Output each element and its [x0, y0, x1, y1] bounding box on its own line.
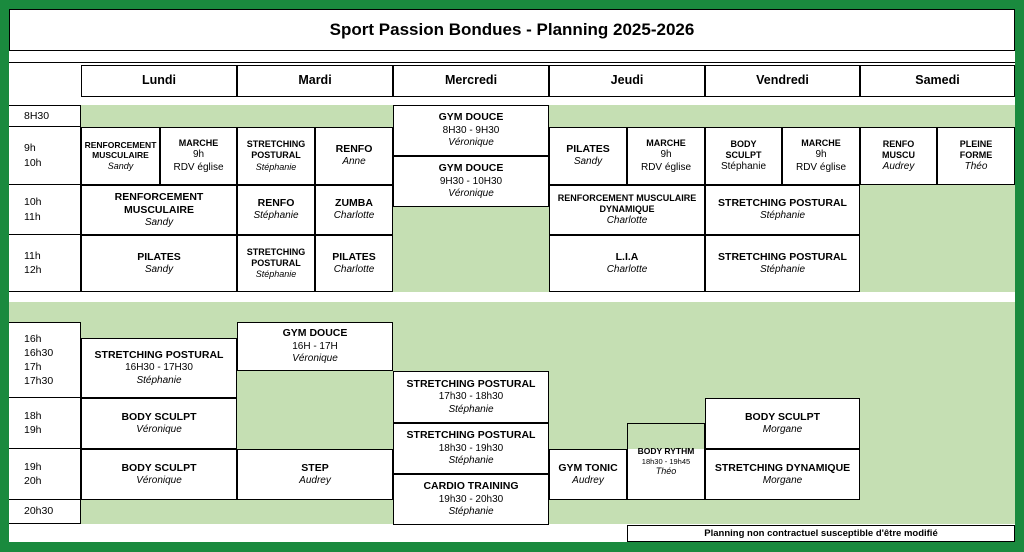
empty-slot [237, 371, 393, 449]
class-name: STRETCHING POSTURAL [406, 429, 536, 442]
class-pleine-forme [937, 127, 1015, 185]
coach-name: Véronique [136, 474, 182, 486]
coach-name: Audrey [572, 474, 604, 486]
class-name: STEP [301, 461, 329, 474]
class-body-sculpt [705, 127, 782, 185]
coach-name: Stéphanie [253, 210, 299, 222]
coach-name: Charlotte [606, 263, 648, 275]
class-name: PILATES [137, 250, 181, 263]
class-renfo-muscu [860, 127, 937, 185]
coach-name: Sandy [573, 156, 603, 168]
class-name: RENFORCEMENT MUSCULAIRE DYNAMIQUE [557, 192, 697, 214]
class-name: RENFORCEMENT MUSCULAIRE [84, 139, 157, 161]
break-row [9, 302, 1015, 322]
schedule-sheet [9, 9, 1015, 542]
class-body-rythm [627, 423, 705, 500]
empty-slot [549, 500, 1015, 524]
class-name: PILATES [332, 250, 376, 263]
class-name: BODY SCULPT [725, 138, 762, 160]
coach-name: Charlotte [606, 215, 648, 226]
class-name: MARCHE [178, 137, 219, 148]
class-gym-douce [237, 322, 393, 371]
class-time: 16H30 - 17H30 [125, 362, 193, 374]
class-name: BODY RYTHM [637, 445, 695, 456]
class-stretching-postural [237, 235, 315, 292]
class-time: 19h30 - 20h30 [438, 493, 504, 505]
class-name: BODY SCULPT [121, 461, 197, 474]
time-slot [9, 235, 81, 292]
coach-name: Sandy [144, 216, 174, 228]
class-name: RENFO [257, 197, 295, 210]
time-slot [9, 449, 81, 500]
coach-name: Stéphanie [255, 269, 297, 280]
class-zumba [315, 185, 393, 235]
time-label: 12h [24, 264, 42, 276]
class-stretching-postural [393, 371, 549, 423]
class-name: ZUMBA [335, 197, 373, 210]
time-label: 8H30 [24, 109, 50, 122]
class-name: PILATES [566, 143, 610, 156]
class-cardio-training [393, 474, 549, 525]
class-time: 9h [192, 149, 205, 161]
class-time: 8H30 - 9H30 [442, 124, 500, 136]
class-name: CARDIO TRAINING [423, 480, 519, 493]
class-name: BODY SCULPT [121, 410, 197, 423]
class-pilates [549, 127, 627, 185]
class-stretching-dynamique [705, 449, 860, 500]
class-name: RENFORCEMENT MUSCULAIRE [114, 190, 204, 216]
day-header-vendredi: Vendredi [705, 65, 860, 97]
class-name: STRETCHING DYNAMIQUE [714, 461, 851, 474]
class-marche [627, 127, 705, 185]
time-label: 17h30 [24, 375, 54, 388]
empty-slot [549, 105, 1015, 127]
coach-name: Stéphanie [448, 455, 494, 467]
class-gym-douce [393, 156, 549, 207]
class-stretching-postural [81, 338, 237, 398]
coach-name: Charlotte [333, 263, 375, 275]
coach-name: Stéphanie [255, 161, 297, 172]
day-header-samedi: Samedi [860, 65, 1015, 97]
time-label: 10h [24, 156, 42, 169]
coach-name: Stéphanie [759, 263, 806, 275]
class-name: RENFO MUSCU [882, 138, 915, 160]
class-time: 17h30 - 18h30 [438, 391, 504, 403]
class-name: STRETCHING POSTURAL [718, 197, 847, 210]
time-label: 18h [24, 409, 42, 422]
time-label: 19h [24, 460, 42, 473]
title-text: Sport Passion Bondues - Planning 2025-2026 [329, 20, 695, 40]
disclaimer-note [627, 525, 1015, 542]
time-slot [9, 185, 81, 235]
coach-name: Sandy [107, 161, 134, 171]
time-slot [9, 322, 81, 398]
class-name: STRETCHING POSTURAL [94, 348, 224, 361]
empty-slot [81, 322, 237, 338]
coach-name: Morgane [762, 474, 803, 486]
time-label: 16h30 [24, 346, 54, 359]
coach-name: Théo [655, 465, 677, 476]
class-time: 16H - 17H [292, 340, 338, 352]
time-label: 20h30 [24, 505, 54, 518]
class-name: PLEINE FORME [959, 138, 993, 160]
class-name: STRETCHING POSTURAL [718, 250, 847, 263]
class-step [237, 449, 393, 500]
empty-slot [860, 398, 1015, 500]
empty-slot [860, 185, 1015, 292]
class-place: RDV église [795, 161, 847, 173]
page-title [9, 9, 1015, 51]
class-body-sculpt [81, 398, 237, 449]
divider [9, 62, 1015, 63]
class-renforcement-musculaire [81, 127, 160, 185]
empty-slot [393, 322, 1015, 371]
class-stretching-postural [705, 185, 860, 235]
class-name: STRETCHING POSTURAL [406, 377, 536, 390]
coach-name: Sandy [144, 263, 174, 275]
coach-name: Audrey [299, 474, 331, 486]
class-name: STRETCHING POSTURAL [246, 246, 306, 268]
class-body-sculpt [705, 398, 860, 449]
coach-name: Stéphanie [136, 374, 182, 386]
time-label: 11h [24, 249, 41, 262]
class-time: 9H30 - 10H30 [439, 175, 503, 187]
time-label: 19h [24, 424, 42, 436]
class-name: GYM DOUCE [438, 162, 504, 175]
coach-name: Véronique [448, 188, 494, 200]
class-pilates [315, 235, 393, 292]
class-name: GYM DOUCE [438, 111, 504, 124]
time-slot [9, 105, 81, 127]
coach-name: Anne [342, 156, 366, 168]
coach-name: Morgane [762, 423, 803, 435]
disclaimer-text: Planning non contractuel susceptible d'être modifié [704, 527, 938, 539]
empty-slot [393, 207, 549, 292]
class-stretching-postural [393, 423, 549, 474]
time-slot [9, 398, 81, 449]
coach-name: Audrey [882, 161, 915, 172]
coach-name: Stéphanie [720, 161, 767, 172]
class-renforcement-musculaire-dynamique [549, 185, 705, 235]
time-label: 20h [24, 475, 42, 487]
class-name: GYM DOUCE [282, 327, 348, 340]
class-name: STRETCHING POSTURAL [246, 139, 306, 161]
empty-slot [705, 371, 1015, 398]
time-label: 17h [24, 361, 42, 373]
class-name: RENFO [335, 143, 373, 156]
time-label: 10h [24, 196, 42, 209]
coach-name: Stéphanie [759, 210, 806, 222]
class-time: 9h [815, 149, 827, 161]
coach-name: Véronique [292, 353, 338, 365]
class-gym-douce [393, 105, 549, 156]
empty-slot [81, 105, 393, 127]
day-header-jeudi: Jeudi [549, 65, 705, 97]
coach-name: Théo [964, 161, 988, 172]
class-name: MARCHE [801, 137, 841, 148]
time-label: 11h [24, 210, 41, 223]
class-time: 9h [660, 149, 672, 161]
coach-name: Stéphanie [448, 403, 494, 415]
class-place: RDV église [173, 161, 224, 173]
coach-name: Véronique [136, 423, 182, 435]
time-slot [9, 500, 81, 524]
day-header-mercredi: Mercredi [393, 65, 549, 97]
class-body-sculpt [81, 449, 237, 500]
coach-name: Véronique [448, 137, 494, 149]
class-name: L.I.A [615, 250, 639, 263]
class-gym-tonic [549, 449, 627, 500]
class-marche [160, 127, 237, 185]
class-lia [549, 235, 705, 292]
class-marche [782, 127, 860, 185]
class-place: RDV église [640, 161, 692, 173]
class-pilates [81, 235, 237, 292]
day-header-lundi: Lundi [81, 65, 237, 97]
day-header-mardi: Mardi [237, 65, 393, 97]
class-time: 18h30 - 19h30 [438, 442, 504, 454]
class-name: MARCHE [646, 137, 686, 148]
time-slot [9, 127, 81, 185]
empty-slot [81, 500, 393, 524]
class-renforcement-musculaire [81, 185, 237, 235]
class-name: GYM TONIC [558, 461, 618, 474]
class-name: BODY SCULPT [744, 410, 821, 423]
class-renfo [315, 127, 393, 185]
time-label: 9h [24, 142, 36, 155]
coach-name: Charlotte [333, 210, 375, 222]
class-renfo [237, 185, 315, 235]
time-label: 16h [24, 332, 42, 345]
class-time: 18h30 - 19h45 [641, 456, 691, 466]
class-stretching-postural [237, 127, 315, 185]
coach-name: Stéphanie [448, 506, 494, 518]
class-stretching-postural [705, 235, 860, 292]
